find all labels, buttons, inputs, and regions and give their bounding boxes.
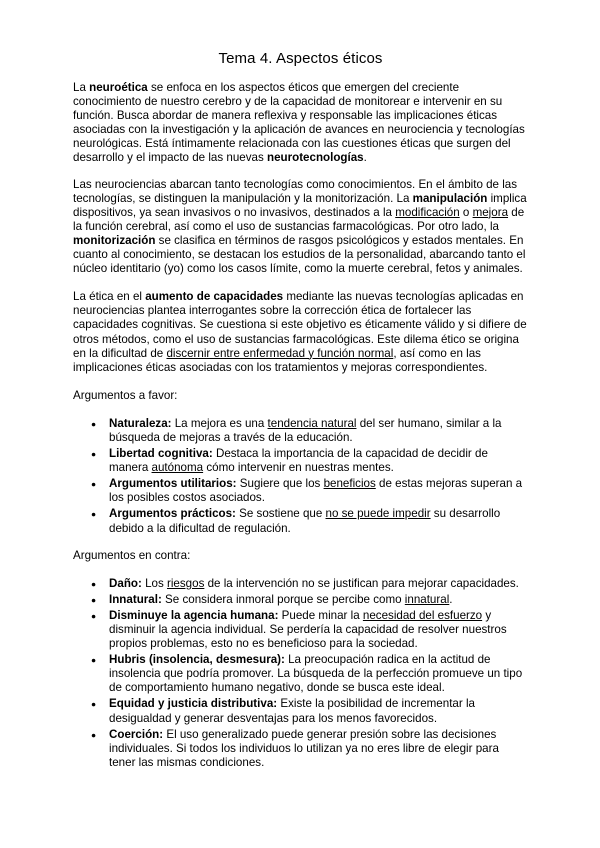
list-argumentos-favor (73, 417, 528, 536)
term-monitorizacion: monitorización (73, 233, 156, 247)
term-mejora: mejora (472, 205, 509, 219)
term-neuroetica: neuroética (89, 81, 148, 94)
term-discernir: discernir entre enfermedad y función normal (166, 346, 394, 360)
page-title: Tema 4. Aspectos éticos (218, 50, 383, 67)
heading-argumentos-favor: Argumentos a favor: (73, 388, 178, 402)
list-item: ● Equidad y justicia distributiva: Existe la posibilidad de incrementar la desigualdad y generar desventajas para los menos favorecidos. (109, 697, 528, 725)
list-item: ● Argumentos utilitarios: Sugiere que los beneficios de estas mejoras superan a los posibles costos asociados. (109, 477, 528, 505)
paragraph-aumento-capacidades: La ética en el aumento de capacidades mediante las nuevas tecnologías aplicadas en neurociencias plantea interrogantes sobre la corrección ética de fortalecer las capacidades cognitivas. Se cuestiona si este objetivo es éticamente válido y si difiere de otros métodos, como el uso de sustancias farmacológicas. Este dilema ético se origina en la dificultad de discernir entre enfermedad y función normal, así como en las implicaciones éticas asociadas con los tratamientos y mejoras correspondientes. (73, 290, 527, 374)
list-argumentos-contra (73, 577, 528, 770)
term-neurotecnologias: neurotecnologías (266, 151, 364, 165)
paragraph-neurociencias: Las neurociencias abarcan tanto tecnologías como conocimientos. En el ámbito de las tecnologías, se distinguen la manipulación y la monitorización. La manipulación implica dispositivos, ya sean invasivos o no invasivos, destinados a la modificación o mejora de la función cerebral, así como el uso de sustancias farmacológicas. Por otro lado, la monitorización se clasifica en términos de rasgos psicológicos y estados mentales. En cuanto al conocimiento, se destacan los estudios de la personalidad, abarcando tanto el núcleo identitario (yo) como los casos límite, como la muerte cerebral, fetos y animales. (73, 177, 527, 276)
list-item: ● Disminuye la agencia humana: Puede minar la necesidad del esfuerzo y disminuir la agencia individual. Se perdería la capacidad de resolver nuestros propios problemas, esto no es beneficioso para la sociedad. (109, 609, 528, 651)
paragraph-neuroetica: La neuroética se enfoca en los aspectos éticos que emergen del creciente conocimiento de nuestro cerebro y de la capacidad de monitorear e intervenir en su función. Busca abordar de manera reflexiva y responsable las implicaciones éticas asociadas con la investigación y la aplicación de avances en neurociencia y tecnologías neurológicas. Está íntimamente relacionada con las cuestiones éticas que surgen del desarrollo y el impacto de las nuevas neurotecnologías. (73, 81, 525, 165)
term-manipulacion: manipulación (412, 191, 488, 205)
list-item: ● Daño: Los riesgos de la intervención no se justifican para mejorar capacidades. (109, 577, 528, 591)
list-item: ● Libertad cognitiva: Destaca la importancia de la capacidad de decidir de manera autónoma cómo intervenir en nuestras mentes. (109, 447, 528, 475)
list-item: ● Innatural: Se considera inmoral porque se percibe como innatural. (109, 593, 528, 607)
list-item: ● Hubris (insolencia, desmesura): La preocupación radica en la actitud de insolencia que podría promover. La búsqueda de la perfección promueve un tipo de comportamiento humano negativo, donde se busca este ideal. (109, 653, 528, 695)
list-item: ● Naturaleza: La mejora es una tendencia natural del ser humano, similar a la búsqueda de mejoras a través de la educación. (109, 417, 528, 445)
term-aumento-capacidades: aumento de capacidades (145, 290, 284, 304)
term-modificacion: modificación (395, 205, 460, 219)
list-item: ● Coerción: El uso generalizado puede generar presión sobre las decisiones individuales. Si todos los individuos lo utilizan ya no eres libre de elegir para tener las mismas condiciones. (109, 728, 528, 770)
heading-argumentos-contra: Argumentos en contra: (73, 548, 191, 562)
list-item: ● Argumentos prácticos: Se sostiene que no se puede impedir su desarrollo debido a la dificultad de regulación. (109, 507, 528, 535)
